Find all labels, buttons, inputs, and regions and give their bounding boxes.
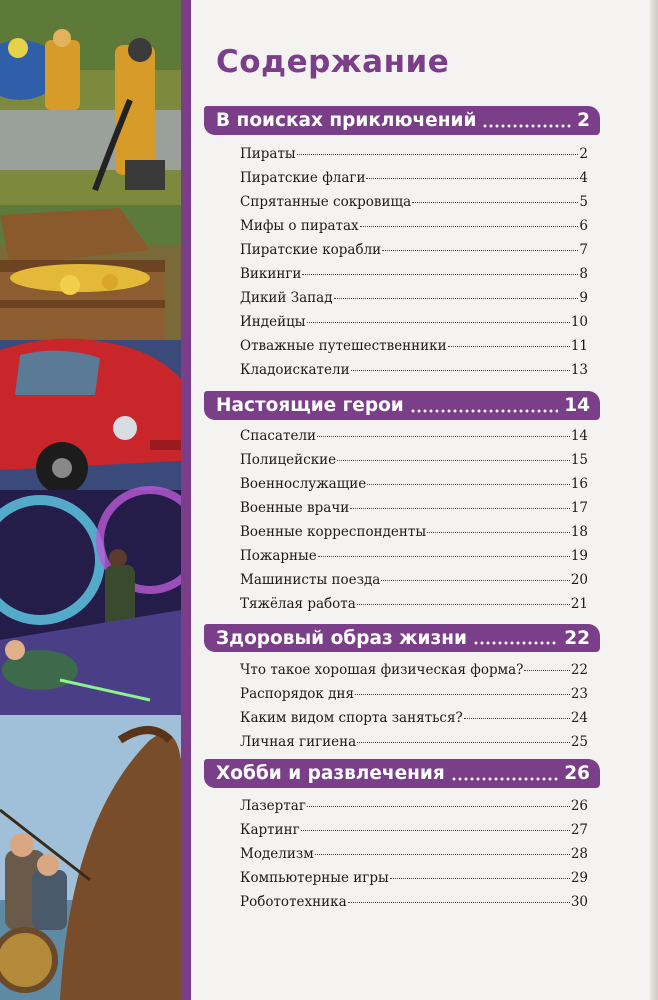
dot-leader [357,742,570,743]
illustration-collage [0,0,181,1000]
toc-entry-page: 29 [570,870,588,886]
toc-entry-label: Пираты [240,146,296,162]
accent-divider [181,0,191,1000]
toc-entry[interactable] [240,290,588,306]
toc-entry-label: Полицейские [240,452,337,468]
section-heading[interactable] [204,759,600,788]
treasure-chest-illustration [0,205,181,350]
toc-entry-page: 14 [570,428,588,444]
section-heading-label: В поисках приключений [216,110,477,131]
dot-leader [464,718,570,719]
toc-entry-label: Дикий Запад [240,290,333,306]
toc-entry-label: Индейцы [240,314,306,330]
toc-entry-page: 18 [570,524,588,540]
toc-entry-page: 4 [579,170,588,186]
toc-entry[interactable] [240,686,588,702]
toc-entry-label: Каким видом спорта заняться? [240,710,463,726]
section-heading[interactable] [204,391,600,420]
dot-leader [410,399,558,413]
toc-entry-page: 26 [570,798,588,814]
section-heading-label: Настоящие герои [216,395,404,416]
toc-entry[interactable] [240,662,588,678]
section-heading-page: 2 [577,110,590,131]
toc-entry-page: 13 [570,362,588,378]
toc-entry[interactable] [240,548,588,564]
toc-entry-page: 24 [570,710,588,726]
toc-entry-label: Военнослужащие [240,476,367,492]
toc-entry[interactable] [240,194,588,210]
toc-entry-page: 30 [570,894,588,910]
lasertag-illustration [0,490,181,715]
toc-entry[interactable] [240,266,588,282]
toc-entry-label: Спрятанные сокровища [240,194,412,210]
toc-entry-page: 21 [570,596,588,612]
dot-leader [302,274,578,275]
dot-leader [317,436,570,437]
toc-entry[interactable] [240,146,588,162]
dot-leader [451,767,558,781]
toc-entry-label: Лазертаг [240,798,306,814]
dot-leader [307,322,570,323]
toc-entry[interactable] [240,314,588,330]
section-heading[interactable] [204,624,600,652]
page-title: Содержание [216,44,450,80]
toc-entry-label: Спасатели [240,428,317,444]
toc-entry-page: 8 [579,266,588,282]
toc-entry-page: 9 [579,290,588,306]
illustration-strip [0,0,181,1000]
toc-entry-label: Викинги [240,266,302,282]
dot-leader [382,250,578,251]
dot-leader [350,508,570,509]
dot-leader [318,556,570,557]
toc-entry-page: 10 [570,314,588,330]
toc-entry[interactable] [240,524,588,540]
toc-entry-page: 19 [570,548,588,564]
toc-entry-page: 17 [570,500,588,516]
toc-entry[interactable] [240,894,588,910]
toc-entry-label: Личная гигиена [240,734,357,750]
toc-entry-label: Тяжёлая работа [240,596,356,612]
toc-entry[interactable] [240,798,588,814]
toc-entry-page: 20 [570,572,588,588]
toc-entry[interactable] [240,822,588,838]
section-heading-page: 22 [564,627,590,649]
toc-entry-page: 5 [579,194,588,210]
toc-entry[interactable] [240,500,588,516]
toc-entry[interactable] [240,734,588,750]
dot-leader [307,806,570,807]
section-heading-label: Здоровый образ жизни [216,627,467,649]
toc-entry-page: 16 [570,476,588,492]
toc-entry-label: Картинг [240,822,300,838]
toc-entry-page: 7 [579,242,588,258]
section-heading[interactable] [204,106,600,135]
dot-leader [367,484,570,485]
dot-leader [473,631,558,645]
toc-entry-label: Моделизм [240,846,314,862]
toc-entry-label: Военные корреспонденты [240,524,427,540]
dot-leader [412,202,578,203]
dot-leader [301,830,570,831]
toc-entry[interactable] [240,870,588,886]
section-heading-label: Хобби и развлечения [216,763,445,784]
toc-entry-label: Пиратские флаги [240,170,366,186]
toc-entry-label: Пожарные [240,548,317,564]
dot-leader [348,902,570,903]
section-heading-page: 14 [564,395,590,416]
toc-entry-label: Мифы о пиратах [240,218,359,234]
toc-entry[interactable] [240,362,588,378]
toc-entry-page: 15 [570,452,588,468]
toc-entry[interactable] [240,846,588,862]
toc-entry-label: Военные врачи [240,500,350,516]
dot-leader [448,346,570,347]
toc-entry[interactable] [240,218,588,234]
dot-leader [524,670,569,671]
page-edge [650,0,658,1000]
dot-leader [427,532,570,533]
dot-leader [355,694,570,695]
dot-leader [381,580,569,581]
section-heading-page: 26 [564,763,590,784]
toc-entry-page: 6 [579,218,588,234]
firefighters-illustration [0,0,181,205]
toc-entry-page: 22 [570,662,588,678]
toc-entry-label: Кладоискатели [240,362,350,378]
toc-entry[interactable] [240,428,588,444]
dot-leader [366,178,578,179]
toc-entry-page: 23 [570,686,588,702]
toc-entry-label: Отважные путешественники [240,338,447,354]
toc-entry-label: Машинисты поезда [240,572,381,588]
dot-leader [337,460,570,461]
dot-leader [297,154,579,155]
toc-entry-label: Что такое хорошая физическая форма? [240,662,524,678]
dot-leader [390,878,570,879]
toc-entry[interactable] [240,710,588,726]
dot-leader [360,226,579,227]
dot-leader [351,370,570,371]
toc-entry-label: Компьютерные игры [240,870,389,886]
dot-leader [482,114,571,128]
toc-entry-label: Пиратские корабли [240,242,382,258]
toc-entry[interactable] [240,170,588,186]
toc-entry-page: 2 [579,146,588,162]
dot-leader [334,298,579,299]
dot-leader [357,604,570,605]
toc-entry[interactable] [240,476,588,492]
toc-entry[interactable] [240,242,588,258]
toc-entry[interactable] [240,338,588,354]
toc-entry-label: Распорядок дня [240,686,354,702]
toc-entry-page: 25 [570,734,588,750]
toc-entry[interactable] [240,596,588,612]
toc-entry[interactable] [240,452,588,468]
red-car-illustration [0,339,181,494]
toc-entry-page: 11 [570,338,588,354]
toc-entry[interactable] [240,572,588,588]
toc-entry-label: Робототехника [240,894,347,910]
viking-ship-illustration [0,715,181,1000]
toc-entry-page: 28 [570,846,588,862]
toc-entry-page: 27 [570,822,588,838]
dot-leader [315,854,570,855]
